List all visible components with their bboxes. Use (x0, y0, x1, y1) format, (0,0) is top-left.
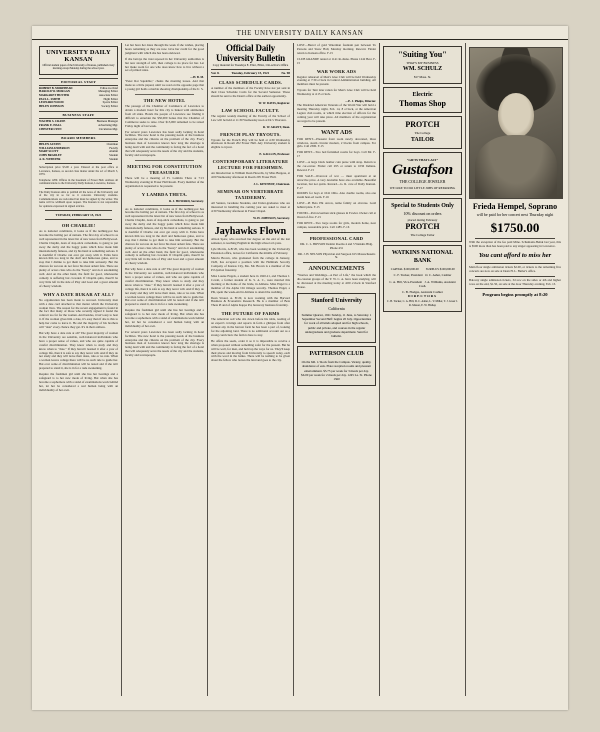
bulletin-item-1-body: A number of the members of the Faculty have not yet sent in their Class Schedule Cards for the Second Semester. These should be sent to the Dean's office at the earliest opportunity. (211, 86, 290, 98)
suiting-you-address: 817 Mass. St. (413, 75, 432, 80)
concert-artist-name: Frieda Hempel, Soprano (472, 202, 558, 211)
bulletin-item-1-signature: W. W. DAVIS, Registrar. (258, 100, 290, 105)
bank-directors-heading: DIRECTORS (407, 294, 438, 299)
column-2 (122, 43, 208, 696)
gifts-that-last-line: "GIFTS THAT LAST" (406, 157, 439, 162)
issue-date: TUESDAY, FEBRUARY 15, 1921 (55, 213, 102, 218)
editorial-2-headline: WHY A DATE BUKAR AT ALL? (43, 291, 114, 297)
bulletin-item-5-heading: SEMINAR ON VERTEBRATE TAXIDERMY. (217, 189, 284, 201)
editorial-1-body: As to national conditions, it looks as if the nothing-pot has become the boiling pot of nations. The first day of school is as well represented in the latest list of new notes from Hollywood. Charlie Chaplin, dean of slap-stick comedians, is going to put away the derby and the baggy pants which have made him internationally famous, and try his hand at something serious. It is doubtful if Charlie can ever get away with it. Folks have known him too long in the droll and humorous guise, and to stop that I dislike to get them to take him seriously. But the chances for success do not favor his most ardent fans. There are plenty of actors class who do the "heavy" and do it astonishing well. And on the other hand, the field for good, wholesome comedy is suffering but crowded. If Chaplin quits, there'll be very little left in the side of Play and Goat and a great amount of cheery wisdom. (39, 229, 118, 288)
new-hotel-body-1: The passage of the Chamber of Commerce of Lawrence to obtain a modern hotel for this city is linked with antimonies from all sides. Hotels the people of Lawrence see finding it difficult to entertain the $50,000 bonus that the Chamber of Commerce seeks to raise. Over $13,000 remained to be raised Friday night of last week. (125, 104, 204, 128)
staff-row: HELEN JOHNSON Society Editor (39, 103, 118, 108)
bulletin-item-2-signature: R. W. ARANT, Dean. (262, 124, 290, 129)
future-of-farms-headline: THE FUTURE OF FARMS (221, 311, 280, 317)
bulletin-item-1-heading: CLASS SCHEDULE CARDS. (218, 80, 283, 85)
frieda-hempel-photo (469, 47, 563, 199)
bulletin-title: Official Daily University Bulletin (216, 43, 285, 63)
war-work-body-2: Tryouts for Tent later ration for Men's Glee Club will be held Wednesday at 4:15 o'clock. (297, 88, 376, 97)
column-container (32, 40, 568, 700)
staff-row: LEONARD WOOD Sports Editor (39, 100, 118, 105)
professional-card-2: DR. J. H. NELSON Physician and Surgeon 615 Massachusetts St. (297, 251, 376, 260)
divider (135, 205, 194, 206)
editorial-signature: —H. B. M. (190, 75, 204, 80)
disabled-veterans-body: The Disabled American Veterans of the World War will hold a meeting Thursday night, Feb. 14, 8 o'clock, at the American Legion club rooms, at which time election of officers for the coming year will take place. All members of the organization are urged to be present. (297, 103, 376, 123)
want-ad-item[interactable]: LOST—Pi Beta Phi Arrow, name family on obverse. Gold behind plate. F-15 (297, 201, 376, 210)
concert-fee-line: will be paid for her concert next Thursday night (476, 212, 554, 217)
bulletin-item-2-body: The regular weekly meeting of the Faculty of the School of Law will be held at 11:30 Wednesday noon at Dr.'s Thorston. (211, 113, 290, 122)
staff-row: CHESTER LYNN Circulation Mgr. (39, 126, 118, 131)
gustafson-logotype: Gustafson (392, 161, 453, 178)
special-protch-sub: The College Tailor (410, 233, 435, 238)
jayhawks-item-2: Lyle Morris, A.B.'20, who has been working in the University Extension office, leaves for California the middle of February. (211, 246, 290, 255)
bank-capital-row (387, 267, 458, 271)
editorial-continuation-1: Let her have her dates through the week if she wishes, placing hours remaining as they are now. Give her credit for the good judgment with which she has been endowed. (125, 43, 204, 55)
concert-ticket-info-2: Balcony single admission tickets, 3d row on the sides or 4th and higher rows on the end, $1.50, on sale at the door Thursday evening, Feb. 13. (469, 277, 561, 286)
bank-officer-row: C. A. Hill, Vice-President J. A. Williams, Assistant Cash. (389, 279, 456, 288)
want-ad-item[interactable]: ROOMS for boys at 1041 Ohio. Also double rooms, also one steam heat-ed room. F-16 (297, 191, 376, 200)
suiting-you-name: WM. SCHULZ (402, 66, 443, 73)
special-students-headline: Special to Students Only (391, 203, 454, 210)
divider (475, 288, 555, 289)
divider (135, 94, 194, 95)
bulletin-volume: Vol. 8. (211, 71, 220, 75)
staff-row: MARGARET HUNTER Associate Editor (39, 93, 118, 97)
professional-cards-heading: PROFESSIONAL CARD (309, 235, 364, 241)
suiting-you-ad[interactable] (383, 46, 462, 84)
concert-ticket-info-1: Main floor single admission tickets $2.00, or tickets to the remaining five concerts are now on sale at Dean H. L. Butler's office. (469, 264, 561, 273)
jayhawks-flown-headline: Jayhawks Flown (214, 225, 287, 237)
divider (45, 163, 112, 164)
future-of-farms-body-2: He offers the seeds, order it so it is impossible to receive a when proposed without something safer for the present. But he will be well, for men, and hold up the ways for us. They'll keep their places and moving from University to speech today, each with the word in the banks. There will be nothing to be given about the fellow who leaves the land and goes to the city. (211, 338, 290, 363)
thomas-shop-sub: Electric (412, 92, 433, 99)
professional-card-1: DR. C. L. BRYSON Dentist Rooms 4 and 5 Watkins Bldg. Phone 431 (300, 241, 373, 250)
bank-surplus: SURPLUS $100,000.00 (425, 267, 455, 272)
suiting-you-headline: "Suiting You" (398, 50, 447, 59)
divider (475, 238, 555, 239)
bulletin-item-5-body: All Seniors, Graduate Students, and Under-graduates who are interested in handling the coming year are asked to meet at 4:30 Wednesday afternoon in Fraser Chapel. (211, 201, 290, 213)
business-staff-heading: BUSINESS STAFF (39, 111, 118, 119)
column-6 (466, 43, 564, 696)
business-staff-list (39, 120, 118, 131)
special-protch-name: PROTCH (405, 222, 440, 232)
club-grande-ad: CLUB GRANDE rented at 1141 In-diana. Phone 1242 Best. F-15 (297, 56, 376, 65)
want-ad-item[interactable]: FOR SALE—Overcoat of war — must apartment at an attractive price. A very desirable have also available. Beautiful location, but not quick. Reward—G. R. care of Daily Kansan. F-17 (297, 173, 376, 190)
torso-shape (475, 135, 558, 199)
bulletin-subtitle: Copy material for Tuesdays E. Eliot, Elliot, Chi-active's Office (212, 63, 289, 67)
concert-start-time: Program begins promptly at 8:20 (482, 292, 548, 298)
protch-tailor-ad[interactable] (383, 116, 462, 148)
column-3 (208, 43, 294, 696)
want-ad-item[interactable]: FOR RENT—Two large rooms for girls, modern home, near campus, reasonable price. Call 1485. F-16 (297, 220, 376, 229)
stanford-ad-title: Stanford University (311, 297, 362, 304)
page-masthead: THE UNIVERSITY DAILY KANSAN (32, 26, 568, 40)
bulletin-number: No. 98 (281, 71, 290, 75)
face-shape (498, 93, 535, 138)
future-of-farms-body-1: The American soil who sits down before his table, reading of an expert's cravings and reports in form a glimpse from after without any in the harvest farm he has been a part of, looking for the adjoining land. There is no additional account out as a strong conviction: the farm is here to stay. (211, 317, 290, 337)
protch-tailor-word: TAILOR (410, 136, 435, 143)
subscription-notice: Subscription price $3.00 a year. Entered at the post office at Lawrence, Kansas, as second class matter under the act of March 3, 1879. (39, 166, 118, 177)
lambda-theta-headline: Y LAMBDA THETA. (141, 191, 188, 197)
divider (45, 188, 112, 189)
bulletin-item-5-signature: W. H. JOHNSON, Secretary. (253, 215, 290, 220)
concert-tagline: You cant afford to miss her (478, 251, 552, 259)
editorial-staff-list (39, 87, 118, 109)
bulletin-item-3-signature: E. GALLON, Professor. (259, 152, 290, 157)
announcements-heading: ANNOUNCEMENTS (308, 266, 365, 273)
board-members-list (39, 143, 118, 161)
stanford-university-ad[interactable] (297, 293, 376, 343)
editorial-3-body: But why have a date rule at all? The great majority of women in the University are sensible, well-balanced individuals who have a proper sense of values, and who are quite capable of careful discrimination. They know when to study and they know when to "date." If they haven't learned it after a year of college life, then it is safe to say they never will. And if they do not study and they will leave their dates, rule or no rule. When a woman leaves college there will be no such rule to guide her. But over some of discrimination will be tested and if she isn't prepared to stand it, she is in for a rude awakening. (39, 330, 118, 371)
bulletin-item-3-body: Tryouts for the French Play will be held at 4:30 Wednesday afternoon in Room 202 Fraser Hall. Any University student is eligible to tryout. (211, 137, 290, 150)
special-to-students-ad[interactable] (383, 198, 462, 242)
staff-row: WALTER S. CRANE Business Manager (39, 119, 118, 124)
board-row: JOHN BRADLEY Student (39, 152, 118, 157)
want-ad-item[interactable]: FOUND—Pair nevermen stick glasses in Fowler. Owner call at Oread of-fice. F-15 (297, 211, 376, 219)
divider (303, 232, 370, 233)
board-row: WILLIAM ANDERSON Faculty (39, 145, 118, 150)
suiting-you-subhead: THAT'S MY BUSINESS (406, 61, 439, 65)
filler-body-4: For several years Lawrence has been sadly lacking in hotel facilities. The new hotel is the pressing needs of the business enterprise and the citizens on the problem of the city. Every business man of Lawrence knows how long the shortage is being dealt with and the community is facing the fact of a hotel that will adequately serve the needs of the city and the students, faculty and townspeople. (125, 329, 204, 358)
staff-row: FRANK E. HALL Advertising Mgr. (39, 122, 118, 127)
stanford-ad-location: California (328, 305, 345, 311)
new-hotel-headline: THE NEW HOTEL (143, 98, 186, 104)
bulletin-item-3-heading: FRENCH PLAY TRYOUTS. (220, 131, 281, 137)
protch-subhead: The College (414, 131, 431, 136)
divider (475, 276, 555, 277)
meeting-notice-headline: MEETING FOR CONSTITUTION TREASURER (127, 163, 202, 175)
announcement-item: "Worries and Weddings—A Part of Life," the book which the dis-cussion groups of the Y. W. C. A. have been studying, will be discussed at the meeting today at 4:00 o'clock in Stanford House. (297, 273, 376, 290)
staff-row: ROBERT B. MOREHEAD Editor-in-Chief (39, 85, 118, 90)
board-members-heading: BOARD MEMBERS (39, 134, 118, 142)
gustafson-subhead: THE COLLEGE JEWELER (399, 178, 446, 184)
lambda-theta-signature: R. J. HOWARD, Secretary. (169, 198, 204, 203)
gustafson-jeweler-ad[interactable] (383, 152, 462, 195)
watkins-national-bank-ad[interactable] (383, 245, 462, 312)
editorial-continuation-2: If she betrays the trust reposed in her University authorities is but new strength of will, then college is no place for her. Let her make room for one who does know how to live without a set of printed rules. (125, 56, 204, 73)
new-hotel-body-2: For several years Lawrence has been sadly lacking in hotel facilities. The new hotel is the pressing needs of the business enterprise and the citizens on the problem of the city. Every business man of Lawrence knows how long the shortage is being dealt with and the community is facing the fact of a hotel that will adequately serve the needs of the city and the students, faculty and townspeople. (125, 129, 204, 157)
bulletin-item-2-heading: LAW SCHOOL FACULTY. (221, 107, 280, 113)
thomas-shop-title: Thomas Shop (399, 99, 446, 109)
staff-row: HAROLD W. MORGAN Managing Editor (39, 89, 118, 94)
divider (45, 210, 112, 211)
editorial-notice: The Daily Kansan aims to publish all the news of the University and of the city in so far as it concerns University students. Communications are welcomed but must be signed by the writer. The name will be withheld upon request. The Kansan is not responsible for opinions expressed in signed articles. (39, 190, 118, 208)
want-ad-item[interactable]: FOR RENT—Pleasant front room newly decorated, three windows, steam circular modern, 2 blocks from campus. For girls. Call 2300. F-15 (297, 136, 376, 149)
want-ad-item[interactable]: FOR RENT—Two bed furnished rooms for boys. Call Mr. F-17 (297, 150, 376, 159)
divider (135, 160, 194, 161)
bulletin-volume-row (211, 69, 290, 77)
flag-subtitle: Official student paper of the University of Kansas, published every morning except Monday during the school year. (42, 64, 115, 71)
bulletin-item-4-signature: J. L. KENNEDY, Chairman. (253, 182, 290, 187)
divider (303, 126, 370, 127)
bank-directors-list: C. B. Tucker, C. A. Hill, D. C. Asher, L. V. Miller, T. J. Greer J. R. Mason, E. W. Bishop (387, 300, 458, 307)
bulletin-item-4-heading: CONTEMPORARY LITERATURE LECTURE FOR FRESHMEN. (212, 159, 289, 171)
lost-ad-top: LOST—Barrel of gold Waterman fountain pen between Yo Parsons and Snow Hall, Monday morning. Reward. Finder return to Kansan office. F-15 (297, 43, 376, 55)
filler-body-3: Require the freshmen girl until she has her bearings and a safeguard is to her new mode of living. But when she has become a sophomore with a stand of examinations work behind her, let her be considered a real human being with an individuality of her own. (125, 308, 204, 328)
bank-name: WATKINS NATIONAL BANK (391, 250, 454, 265)
bank-officer-row: C. F. Tucker, President O. C. Asher, Cashier (393, 273, 452, 278)
filler-body-2: But why have a date rule at all? The great majority of women in the University are sensible, well-balanced individuals who have a proper sense of values, and who are quite capable of careful discrimination. They know when to study and they know when to "date." If they haven't learned it after a year of college life, then it is safe to say they never will. And if they do not study and they will leave their dates, rule or no rule. When a woman leaves college there will be no such rule to guide her. But over some of discrimination will be tested and if she isn't prepared to stand it, she is in for a rude awakening. (125, 267, 204, 307)
divider (217, 222, 284, 223)
protch-headline: PROTCH (405, 120, 440, 130)
office-address: Telephone 1280. Offices in the basement of Fraser Hall. Address all communications to the University Daily Kansan, Lawrence, Kansas. (39, 178, 118, 186)
war-work-body-1: Regular rehearsal of Men's Glee Club will be held Wednesday evening at 7:30 o'clock in Central Administration building. All members must be present. (297, 74, 376, 87)
gustafson-repair-line: WE LIKE TO DO LITTLE JOBS OF REPAIRING (389, 185, 456, 190)
want-ad-item[interactable]: LOST—A large black leather coin purse with strap. Return to the cor-owner. Finder call 295 or return to 1036 Indiana. Reward. F-15 (297, 160, 376, 172)
editorial-staff-heading: EDITORIAL STAFF (39, 78, 118, 86)
newspaper-sheet (32, 26, 568, 710)
staff-row: PAUL L. SMITH Night Editor (39, 96, 118, 101)
special-discount-line-2: placed during February (407, 218, 438, 223)
jayhawks-item-5: Dean Stroud, A. B.'20, is now working with the Harvard Business & Economics Research. He is a member of Beta Theta Pi and of Alpha Kappa Psi, honorary business fraternity. (211, 295, 290, 308)
editorial-2-body: No organization has been made to succeed. University men with a date card attached to that matter which the University woman lives. The reason for the recent engagement is found in the fact that many of those who recently signed it found the contract too far for the women. And besides, it isn't easy to beat it. If the woman gives him a date, it's easy then if she is this to help her come to leave it. He and the majority of his brothers will "date" every chance they get. It's in their address. (39, 297, 118, 330)
patterson-club-ad[interactable] (297, 346, 376, 386)
flag-title: UNIVERSITY DAILY KANSAN (46, 49, 111, 63)
editorial-1-headline: OH CHARLIE! (61, 223, 96, 229)
filler-body-1: As to national conditions, it looks as if the nothing-pot has become the boiling pot of nations. The first day of school is as well represented in the latest list of new notes from Hollywood. Charlie Chaplin, dean of slap-stick comedians, is going to put away the derby and the baggy pants which have made him internationally famous, and try his hand at something serious. It is doubtful if Charlie can ever get away with it. Folks have known him too long in the droll and humorous guise, and to stop that I dislike to get them to take him seriously. But the chances for success do not favor his most ardent fans. There are plenty of actors class who do the "heavy" and do it astonishing well. And on the other hand, the field for good, wholesome comedy is suffering but crowded. If Chaplin quits, there'll be very little left in the side of Play and Goat and a great amount of cheery wisdom. (125, 206, 204, 266)
meeting-notice-body: There will be a meeting of Ft. Lambda Theta at 7:15 Wednesday evening in Fraser Hall Room. Every member of the organization is requested to be present. (125, 175, 204, 188)
column-4 (294, 43, 380, 696)
board-row: MARY SCOTT Alumni (39, 149, 118, 154)
jayhawks-item-3: Marcia Brown, who graduated from the college in January, 1920, has accepted a position with the Hallmark Sorority Company of Kansas City, Mo. Mr. Brown is a member of the Pi Upsilon fraternity. (211, 256, 290, 273)
war-work-ads-heading: WAR WORK ADS (316, 68, 357, 74)
column-1 (36, 43, 122, 696)
board-row: A. K. WEBSTER Student (39, 156, 118, 161)
divider (303, 262, 370, 263)
jayhawks-item-4: Miss Louise Engels, a student here in 1920-21, and Thomas J. Covalt, a former student of K. S. A. C., were married this morning at the home of the bride, in Abilene. Miss Engel is a member of the Alpha Chi Omega sorority. Thomas Engel, a Phi, spent the week-end in Abilene to attend the wedding. (211, 274, 290, 294)
editorial-continuation-3: "Peter Rat Squabble," chants the morning losses. And that made us a little piqued, until we read on the opposite page that a young girl holds a marble shooting championship of the U. S. (125, 79, 204, 92)
bulletin-item-4-body: An Introduction to William Dean Howells, by Miss Burgess, at 4:00 Wednesday afternoon in Room 205 Fraser Hall. (211, 171, 290, 180)
special-discount-line-1: 10% discount on orders (403, 211, 442, 217)
bank-officer-row: C. B. Hodges, Assistant Cashier (402, 290, 443, 295)
divider (475, 263, 555, 264)
column-5 (380, 43, 466, 696)
editorial-4-body: Require the freshmen girl until she has her bearings and a safeguard is to her new mode of living. But when she has become a sophomore with a stand of examinations work behind her, let her be considered a real human being with an individuality of her own. (39, 372, 118, 392)
concert-blurb-1: With the exception of the fee paid Mme. Schumann-Heink last year, this is $500 more than has been paid to any singer appearing in Lawrence. (469, 240, 561, 248)
thomas-electric-shop-ad[interactable] (383, 87, 462, 113)
newspaper-flag (39, 46, 118, 75)
board-row: HELEN AUSTIN Chairman (39, 142, 118, 147)
divider (45, 219, 112, 220)
stanford-ad-body: Summer Quarter, 1921 Sunday, 11 June, to Saturday. 1 September Second Half: begins 20 July. Opportunities for work of all kinds adapted and for high schools, public and private, and courses in the regular undergraduate and graduate department. Send for bulletin. (301, 312, 372, 338)
patterson-ad-body: On the hill. 1⁄ block from the Campus. Variety, quality, abundance of eats. Plate reception rooms and pleasant entertainment. $5.75 per week for 3 meals per day. $6.00 per week for 2 meals per day. 1245 La. St. Phone 1360 (301, 360, 372, 381)
bulletin-date: Tuesday, February 15, 1921 (231, 71, 270, 75)
bank-capital: CAPITAL $100,000.00 (390, 267, 419, 272)
want-ads-heading: WANT ADS (320, 129, 353, 136)
patterson-ad-title: PATTERSON CLUB (309, 351, 364, 358)
war-work-signature: —E. J. Phelps, Director. (345, 99, 376, 104)
jayhawks-item-1: Alison Spaw, who received her degree on the end of the last semester, is teaching English in the high school at Lyons. (211, 236, 290, 245)
concert-fee-amount: $1750.00 (490, 220, 540, 235)
